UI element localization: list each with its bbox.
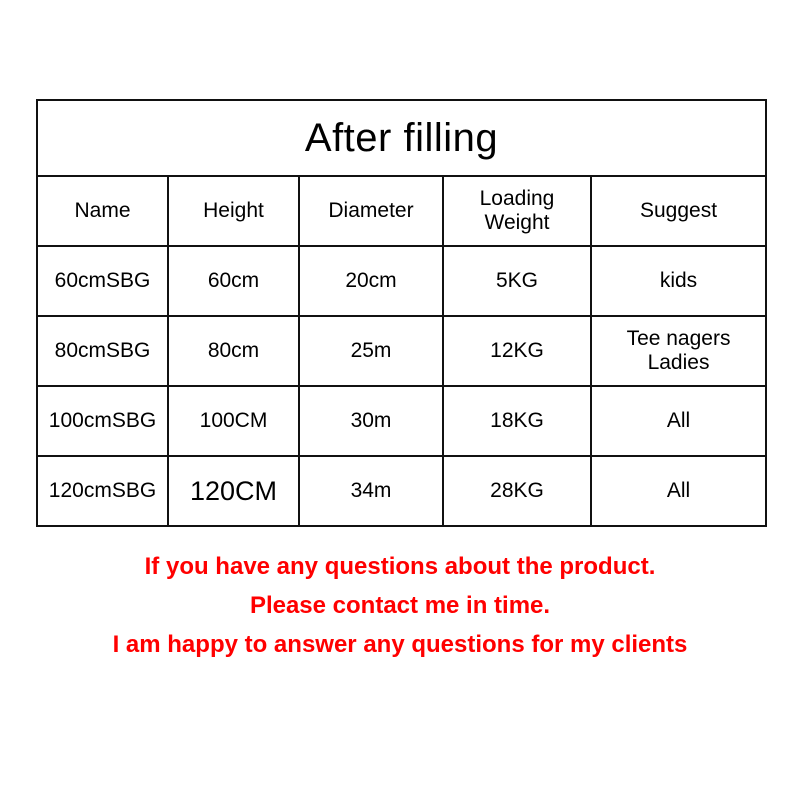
notice-line-3: I am happy to answer any questions for my clients: [112, 630, 688, 658]
table-row: [37, 456, 766, 526]
cell-diameter: 25m: [299, 316, 443, 386]
table-row: [37, 246, 766, 316]
cell-suggest: All: [591, 456, 766, 526]
column-header-suggest: Suggest: [591, 176, 766, 246]
cell-height: 80cm: [168, 316, 299, 386]
cell-height: 100CM: [168, 386, 299, 456]
cell-diameter: 34m: [299, 456, 443, 526]
table-row: [37, 316, 766, 386]
cell-suggest: [591, 316, 766, 386]
cell-suggest: All: [591, 386, 766, 456]
column-header-diameter: Diameter: [299, 176, 443, 246]
column-header-name: Name: [37, 176, 168, 246]
cell-name: 80cmSBG: [37, 316, 168, 386]
column-header-loading-weight: [443, 176, 591, 246]
cell-loading-weight: 12KG: [443, 316, 591, 386]
cell-suggest-line1: Tee nagers: [626, 327, 731, 351]
cell-height: 60cm: [168, 246, 299, 316]
cell-suggest-line2: Ladies: [647, 351, 710, 374]
notice-line-2: Please contact me in time.: [249, 591, 551, 619]
cell-loading-weight: 18KG: [443, 386, 591, 456]
column-header-height: Height: [168, 176, 299, 246]
cell-diameter: 30m: [299, 386, 443, 456]
table-title: After filling: [37, 100, 766, 176]
cell-height: 120CM: [168, 456, 299, 526]
notice-line-1: If you have any questions about the product.: [144, 553, 656, 580]
table-row: [37, 386, 766, 456]
table-title-row: [37, 100, 766, 176]
loading-weight-line1: Loading: [479, 187, 555, 211]
cell-name: 120cmSBG: [37, 456, 168, 526]
cell-loading-weight: 28KG: [443, 456, 591, 526]
cell-name: 100cmSBG: [37, 386, 168, 456]
loading-weight-line2: Weight: [484, 211, 550, 234]
cell-name: 60cmSBG: [37, 246, 168, 316]
spec-table: [36, 99, 767, 527]
cell-diameter: 20cm: [299, 246, 443, 316]
cell-suggest: kids: [591, 246, 766, 316]
contact-notice: [0, 548, 800, 665]
spec-table-container: [36, 99, 765, 527]
table-header-row: [37, 176, 766, 246]
cell-loading-weight: 5KG: [443, 246, 591, 316]
